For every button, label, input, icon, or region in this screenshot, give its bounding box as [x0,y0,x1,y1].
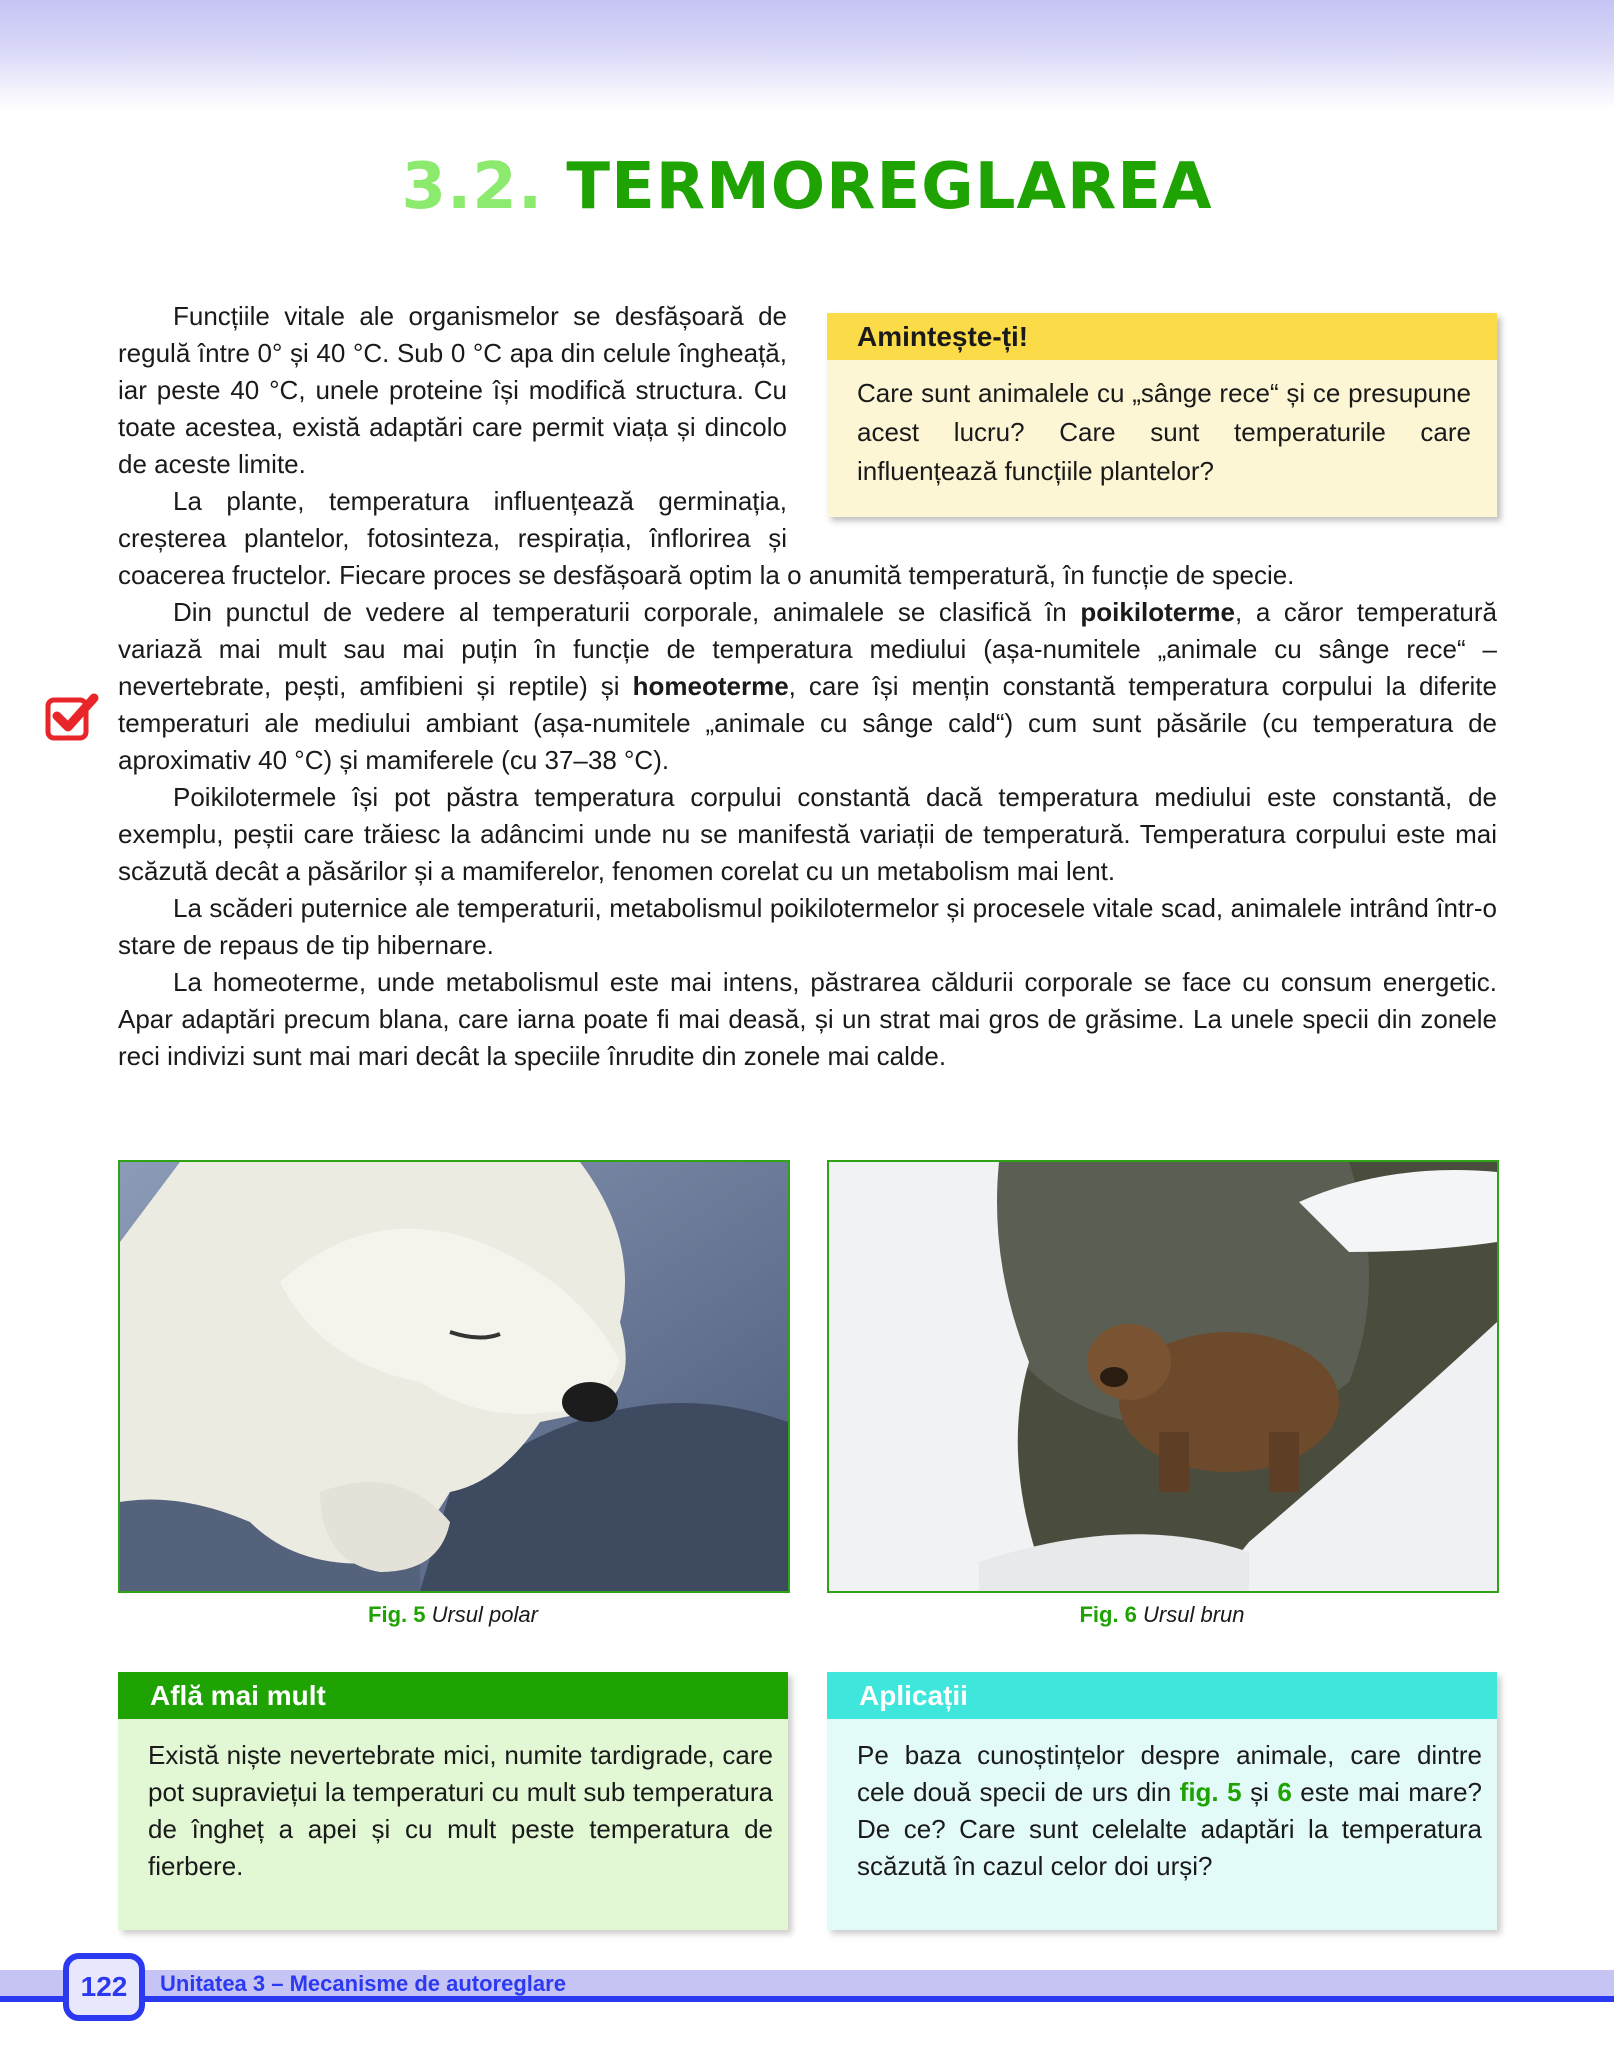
paragraph: Poikilotermele își pot păstra temperatura corpului constantă dacă temperatura mediului este constantă, de exemplu, peștii care trăiesc la adâncimi unde nu se manifestă variații de temperatură. Temperatura corpului este mai scăzută decât a păsărilor și a mamiferelor, fenomen corelat cu un metabolism mai lent. [118,782,1497,886]
text-span: și [1241,1777,1278,1807]
figure-label: Fig. 6 [1079,1602,1137,1627]
paragraph: La scăderi puternice ale temperaturii, metabolismul poikilotermelor și procesele vitale scad, animalele intrând într-o stare de repaus de tip hibernare. [118,893,1497,960]
applications-heading: Aplicații [827,1672,1497,1719]
applications-box [827,1672,1497,1930]
polar-bear-photo [118,1160,790,1593]
paragraph: Funcțiile vitale ale organismelor se desfășoară de regulă între 0° și 40 °C. Sub 0 °C apa din celule îngheață, iar peste 40 °C, unele proteine își modifică structura. Cu toate acestea, există adaptări care permit viața și dincolo de aceste limite. [118,301,787,479]
learn-more-heading: Află mai mult [118,1672,788,1719]
figure-reference: fig. 5 [1179,1777,1242,1807]
page-title [0,150,1614,224]
figure-title: Ursul polar [431,1602,538,1627]
learn-more-box [118,1672,788,1930]
text-span: , a căror temperatură variază mai mult sau mai puțin în funcție de temperatura mediului (așa-numitele „animale cu sânge rece“ – nevertebrate, pești, amfibieni și reptile) și [118,597,1497,701]
header-band [0,0,1614,110]
section-title: TERMOREGLAREA [566,150,1213,224]
remember-body: Care sunt animalele cu „sânge rece“ și ce presupune acest lucru? Care sunt temperaturile care influențează funcțiile plantelor? [857,378,1471,486]
checkmark-icon [44,690,100,742]
remember-heading: Amintește-ți! [827,313,1497,360]
unit-title: Unitatea 3 – Mecanisme de autoreglare [160,1971,566,1996]
paragraph [118,594,1497,779]
main-text [118,298,1497,1075]
paragraph: La plante, temperatura influențează germinația, creșterea plantelor, fotosinteza, respirația, înflorirea și coacerea fructelor. Fiecare proces se desfășoară optim la o anumită temperatură, în funcție de specie. [118,486,1295,590]
paragraph: La homeoterme, unde metabolismul este mai intens, păstrarea căldurii corporale se face cu consum energetic. Apar adaptări precum blana, care iarna poate fi mai deasă, și un strat mai gros de grăsime. La unele specii din zonele reci indivizi sunt mai mari decât la speciile înrudite din zonele mai calde. [118,967,1497,1071]
applications-body [827,1719,1497,1885]
figure-label: Fig. 5 [368,1602,426,1627]
page-number: 122 [63,1953,145,2021]
brown-bear-photo [827,1160,1499,1593]
text-span: Din punctul de vedere al temperaturii corporale, animalele se clasifică în [173,597,1081,627]
term-homeoterme: homeoterme [632,671,789,701]
figure-caption [118,1602,788,1628]
text-span: Pe baza cunoștințelor despre animale, care dintre cele două specii de urs din [857,1740,1482,1807]
figure-caption [827,1602,1497,1628]
remember-box [827,313,1497,517]
section-number: 3.2. [401,150,544,224]
figure-title: Ursul brun [1143,1602,1245,1627]
term-poikiloterme: poikiloterme [1080,597,1235,627]
text-span: este mai mare? De ce? Care sunt celelalte adaptări la temperatura scăzută în cazul celor doi urși? [857,1777,1482,1881]
figure-reference: 6 [1277,1777,1292,1807]
learn-more-body: Există niște nevertebrate mici, numite tardigrade, care pot supraviețui la temperaturi cu mult sub temperatura de îngheț a apei și cu mult peste temperatura de fierbere. [148,1740,773,1881]
text-span: , care își mențin constantă temperatura corpului la diferite temperaturi ale mediului ambiant (așa-numitele „animale cu sânge cald“) cum sunt păsările (cu temperatura de aproximativ 40 °C) și mamiferele (cu 37–38 °C). [118,671,1497,775]
